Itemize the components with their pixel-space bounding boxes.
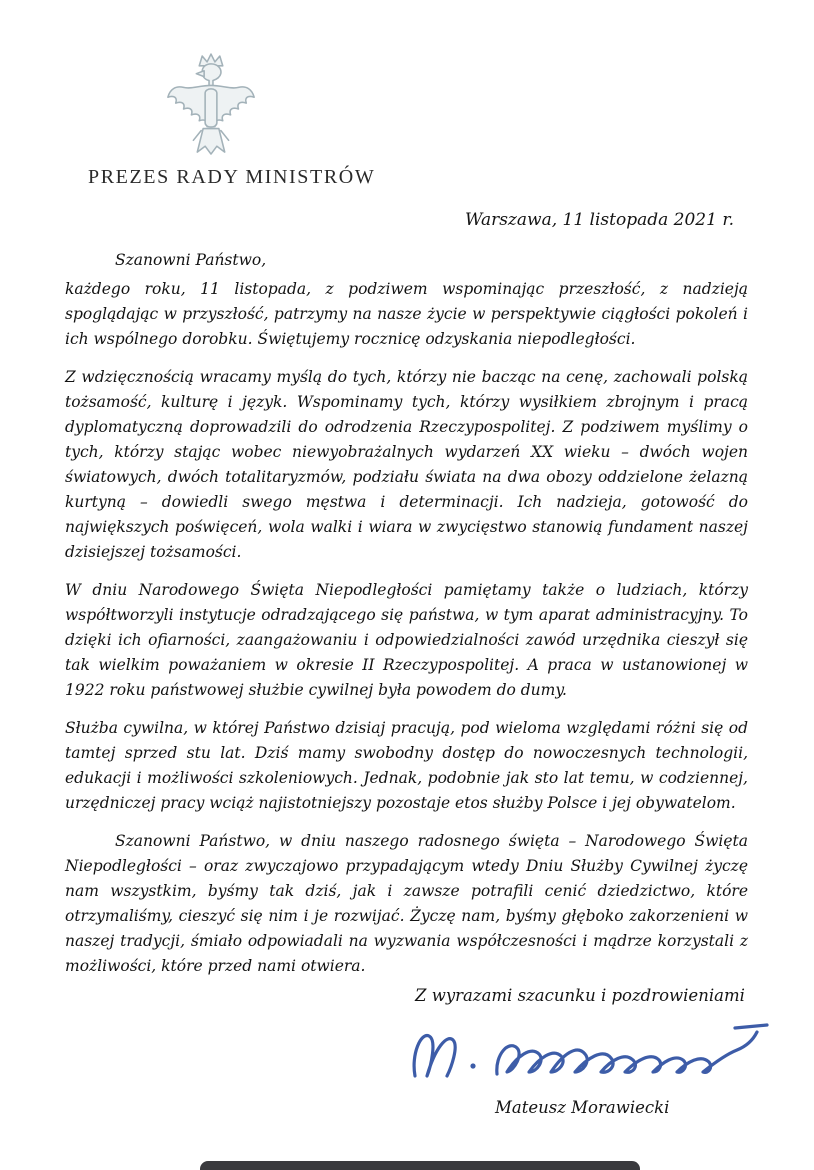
letter-paragraph-1: każdego roku, 11 listopada, z podziwem wspominając przeszłość, z nadzieją spoglądając w przyszłość, patrzymy na nasze życie w perspektywie ciągłości pokoleń i ich wspólnego dorobku. Świętujemy rocznicę odzyskania niepodległości.: [65, 280, 748, 348]
closing-line: Z wyrazami szacunku i pozdrowieniami: [415, 986, 745, 1005]
sender-title: PREZES RADY MINISTRÓW: [88, 166, 376, 188]
letter-paragraph-2: Z wdzięcznością wracamy myślą do tych, którzy nie bacząc na cenę, zachowali polską tożsamość, kulturę i język. Wspominamy tych, którzy wysiłkiem zbrojnym i pracą dyplomatyczną doprowadzili do odrodzenia Rzeczypospolitej. Z podziwem myślimy o tych, którzy stając wobec niewyobrażalnych wydarzeń XX wieku – dwóch wojen światowych, dwóch totalitaryzmów, podziału świata na dwa obozy oddzielone żelazną kurtyną – dowiedli swego męstwa i determinacji. Ich nadzieja, gotowość do największych poświęceń, wola walki i wiara w zwycięstwo stanowią fundament naszej dzisiejszej tożsamości.: [65, 368, 748, 561]
letter-paragraph-4: Służba cywilna, w której Państwo dzisiaj pracują, pod wieloma względami różni się od tamtej sprzed stu lat. Dziś mamy swobodny dostęp do nowoczesnych technologii, edukacji i możliwości szkoleniowych. Jednak, podobnie jak sto lat temu, w codziennej, urzędniczej pracy wciąż najistotniejszy pozostaje etos służby Polsce i jej obywatelom.: [65, 719, 748, 812]
letter-paragraph-3: W dniu Narodowego Święta Niepodległości pamiętamy także o ludziach, którzy współtworzyli instytucje odradzającego się państwa, w tym aparat administracyjny. To dzięki ich ofiarności, zaangażowaniu i odpowiedzialności zawód urzędnika cieszył się tak wielkim poważaniem w okresie II Rzeczypospolitej. A praca w ustanowionej w 1922 roku państwowej służbie cywilnej była powodem do dumy.: [65, 581, 748, 699]
letter-body: [65, 248, 748, 992]
dateline: Warszawa, 11 listopada 2021 r.: [464, 210, 734, 230]
handwritten-signature: [405, 1014, 777, 1094]
letter-paragraph-5: Szanowni Państwo, w dniu naszego radosnego święta – Narodowego Święta Niepodległości – oraz zwyczajowo przypadającym wtedy Dniu Służby Cywilnej życzę nam wszystkim, byśmy tak dziś, jak i zawsze potrafili cenić dziedzictwo, które otrzymaliśmy, cieszyć się nim i je rozwijać. Życzę nam, byśmy głęboko zakorzenieni w naszej tradycji, śmiało odpowiadali na wyzwania współczesności i mądrze korzystali z możliwości, które przed nami otwiera.: [65, 832, 748, 975]
signer-name: Mateusz Morawiecki: [495, 1098, 670, 1117]
salutation: Szanowni Państwo,: [115, 251, 267, 269]
bottom-toolbar-edge[interactable]: [200, 1161, 640, 1170]
polish-eagle-emblem: [162, 50, 260, 164]
